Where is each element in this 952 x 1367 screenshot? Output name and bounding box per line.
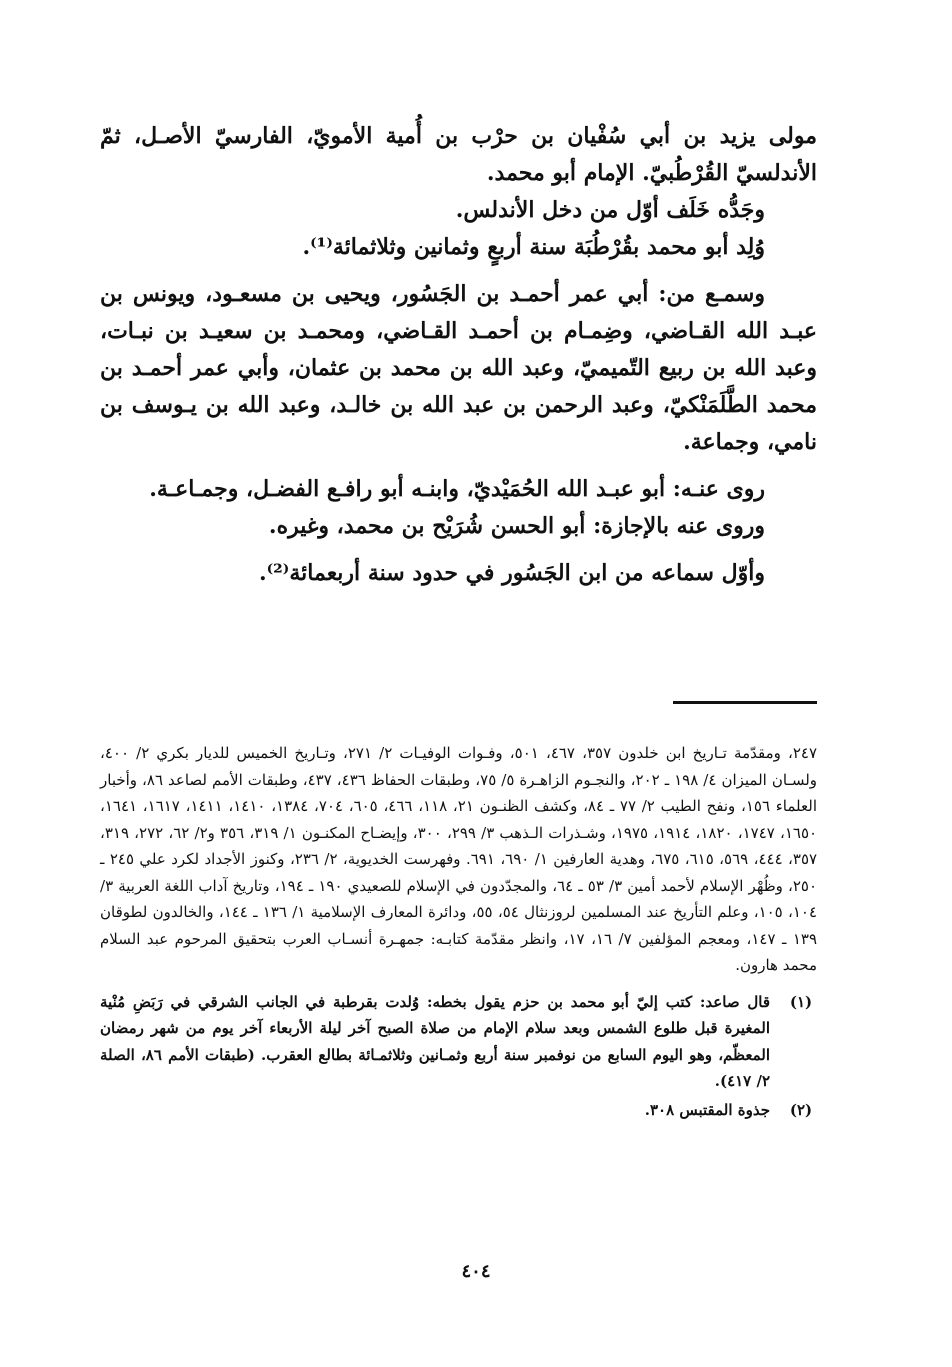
footnotes-section: [100, 740, 817, 1123]
page-number: ٤٠٤: [461, 1261, 491, 1282]
biography-text: [100, 118, 817, 592]
footnote-1: [100, 989, 817, 1095]
footnote-2-number: (٢): [789, 1100, 813, 1119]
footnote-2: [100, 1097, 817, 1124]
footnote-divider: [673, 701, 817, 704]
footnote-1-number: (١): [789, 992, 813, 1011]
birth-paragraph: وُلِد أبو محمد بقُرْطُبَة سنة أربعٍ وثمانين وثلاثمائة⁽¹⁾.: [302, 234, 765, 260]
first-hearing-paragraph: وأوّل سماعه من ابن الجَسُور في حدود سنة أربعمائة⁽²⁾.: [258, 560, 765, 586]
ijaza-paragraph: وروى عنه بالإجازة: أبو الحسن شُرَيْح بن محمد، وغيره.: [268, 513, 765, 539]
grandfather-paragraph: وجَدُّه خَلَف أوّل من دخل الأندلس.: [455, 197, 765, 223]
teachers-paragraph: وسمـع من: أبي عمر أحمـد بن الجَسُور، ويحيى بن مسعـود، ويونس بن عبـد الله القـاضي، وضِمـام بن أحمـد القـاضي، ومحمـد بن سعيـد بن نبـات، وعبد الله بن ربيع التّميميّ، وعبد الله بن محمد بن عثمان، وأبي عمر أحمـد بن محمد الطَّلَمَنْكيّ، وعبد الرحمن بن عبد الله بن خالـد، وعبد الله بن يـوسف بن نامي، وجماعة.: [100, 281, 817, 455]
students-paragraph: روى عنـه: أبو عبـد الله الحُمَيْديّ، وابنـه أبو رافـع الفضـل، وجمـاعـة.: [149, 476, 765, 502]
footnote-2-text: جذوة المقتبس ٣٠٨.: [644, 1100, 770, 1119]
footnote-1-text: قال صاعد: كتب إليّ أبو محمد بن حزم يقول بخطه: وُلدت بقرطبة في الجانب الشرقي في رَبَضِ مُنْية المغيرة قبل طلوع الشمس وبعد سلام الإمام من صلاة الصبح آخر ليلة الأربعاء آخر يوم من شهر رمضان المعظّم، وهو اليوم السابع من نوفمبر سنة أربع وثمـانين وثلاثمـائة بطالع العقرب. (طبقات الأمم ٨٦، الصلة ٢/ ٤١٧).: [100, 992, 770, 1090]
sources-note: ٢٤٧، ومقدّمة تـاريخ ابن خلدون ٣٥٧، ٤٦٧، ٥٠١، وفـوات الوفيـات ٢/ ٢٧١، وتـاريخ الخميس للديار بكري ٢/ ٤٠٠، ولسـان الميزان ٤/ ١٩٨ ـ ٢٠٢، والنجـوم الزاهـرة ٥/ ٧٥، وطبقات الحفاظ ٤٣٦، ٤٣٧، وطبقات الأمم لصاعد ٨٦، وأخبار العلماء ١٥٦، ونفح الطيب ٢/ ٧٧ ـ ٨٤، وكشف الظنـون ٢١، ١١٨، ٤٦٦، ٦٠٥، ٧٠٤، ١٣٨٤، ١٤١٠، ١٤١١، ١٦١٧، ١٦٤١، ١٦٥٠، ١٧٤٧، ١٨٢٠، ١٩١٤، ١٩٧٥، وشـذرات الـذهب ٣/ ٢٩٩، ٣٠٠، وإيضـاح المكنـون ١/ ٣١٩، ٣٥٦ و٢/ ٦٢، ٢٧٢، ٣١٩، ٣٥٧، ٤٤٤، ٥٦٩، ٦١٥، ٦٧٥، وهدية العارفين ١/ ٦٩٠، ٦٩١. وفهرست الخديوية، ٢/ ٢٣٦، وكنوز الأجداد لكرد علي ٢٤٥ ـ ٢٥٠، وظُهْر الإسلام لأحمد أمين ٣/ ٥٣ ـ ٦٤، والمجدّدون في الإسلام للصعيدي ١٩٠ ـ ١٩٤، وتاريخ آداب اللغة العربية ٣/ ١٠٤، ١٠٥، وعلم التأريخ عند المسلمين لروزنثال ٥٤، ٥٥، ودائرة المعارف الإسلامية ١/ ١٣٦ ـ ١٤٤، والخالدون لطوقان ١٣٩ ـ ١٤٧، ومعجم المؤلفين ٧/ ١٦، ١٧، وانظر مقدّمة كتابـه: جمهـرة أنسـاب العرب بتحقيق المرحوم عبد السلام محمد هارون.: [100, 744, 818, 974]
lineage-paragraph: مولى يزيد بن أبي سُفْيان بن حرْب بن أُمية الأمويّ، الفارسيّ الأصـل، ثمّ الأندلسيّ القُرْطُبيّ. الإمام أبو محمد.: [100, 123, 817, 186]
